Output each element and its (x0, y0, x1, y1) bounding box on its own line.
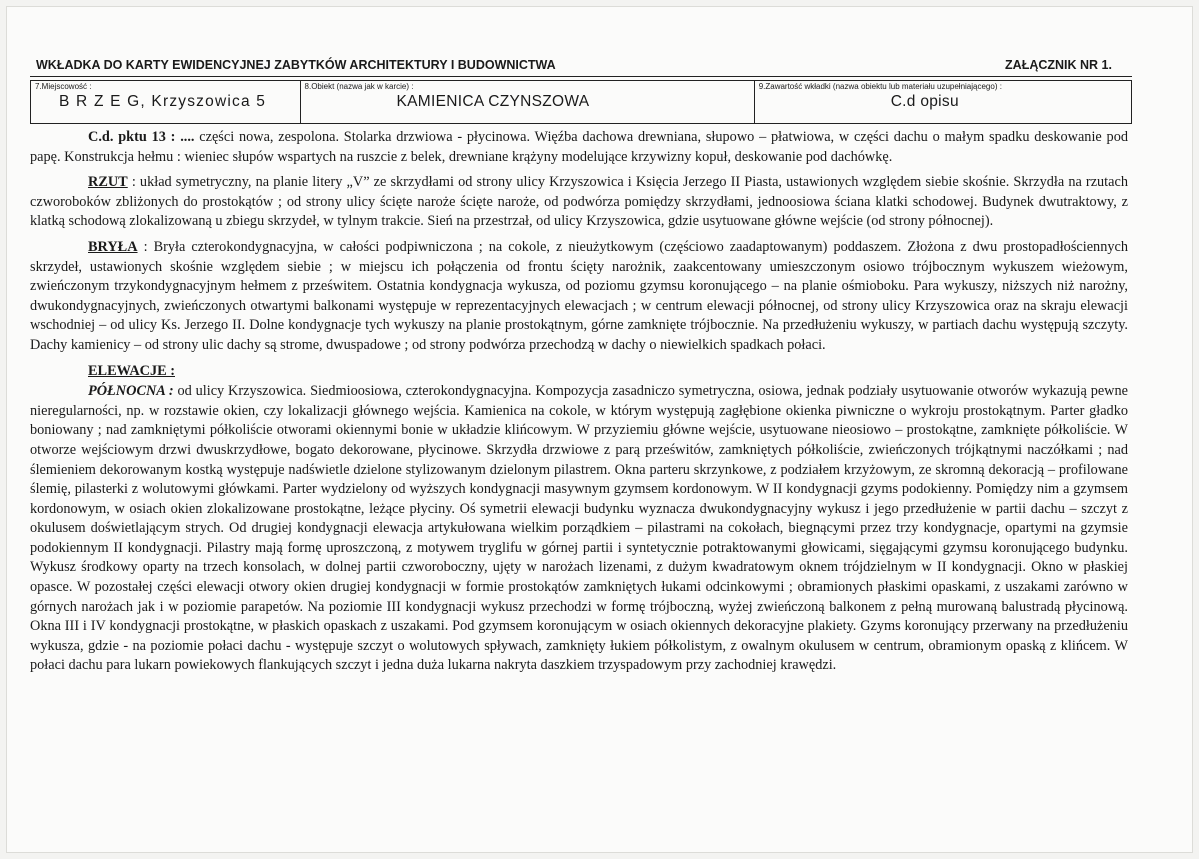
paragraph-continuation (30, 128, 1128, 167)
header-divider (30, 76, 1132, 77)
polnocna-text: od ulicy Krzyszowica. Siedmioosiowa, czterokondygnacyjna. Kompozycja zasadniczo symetryczna, osiowa, jednak podziały usytuowanie otworów wykazują pewne nieregularności, np. w rozstawie okien, czy lokalizacji głównego wejścia. Kamienica na cokole, w którym występują zagłębione okienka piwniczne o wykroju prostokątnym. Parter gładko boniowany ; nad zamkniętymi półkoliście otworami okiennymi bonie w układzie klińcowym. W przyziemiu główne wejście, usytuowane nieosiowo – prostokątne, zamknięte półkoliście. W otworze wejściowym drzwi dwuskrzydłowe, bogato dekorowane, płycinowe. Skrzydła drzwiowe z parą prześwitów, zamkniętych półkoliście, zwieńczonych trójkątnymi naczółkami ; nad ślemieniem dekorowanym kostką występuje nadświetle dzielone stylizowanym dzielonym pilastrem. Okna parteru skrzynkowe, z podziałem krzyżowym, ze skromną dekoracją – profilowane ślemię, pilasterki z wolutowymi główkami. Parter wydzielony od wyższych kondygnacji masywnym gzymsem kordonowym. W II kondygnacji gzyms podokienny. Pomiędzy nim a gzymsem kordonowym, w osiach okien zlokalizowane prostokątne, leżące płyciny. Oś symetrii elewacji budynku wyznacza dwukondygnacyjny wykusz i jego przedłużenie w partii dachu – szczyt z okulusem doświetlającym strych. Od drugiej kondygnacji elewacja artykułowana wielkim porządkiem – pilastrami na cokołach, biegnącymi przez trzy kondygnacje, opartymi na gzymsie podokiennym II kondygnacji. Pilastry mają formę uproszczoną, z motywem tryglifu w górnej partii i syntetycznie potraktowanymi głowicami, sięgającymi gzymsu koronującego budynku. Wykusz środkowy oparty na trzech konsolach, w dolnej partii czworoboczny, ujęty w narożach lizenami, z dużym kwadratowym oknem trójdzielnym w II kondygnacji. Okno w płaskiej opasce. W pozostałej części elewacji otwory okien drugiej kondygnacji w formie prostokątów zamkniętych łukami odcinkowymi ; obramionych płaskimi opaskami, z uszakami zarówno w górnych narożach jak i w poziomie parapetów. Na poziomie III kondygnacji wykusz przechodzi w formę trójboczną, wyżej zwieńczoną balkonem z pełną murowaną balustradą płycinową. Okna III i IV kondygnacji prostokątne, w płaskich opaskach z uszakami. Pod gzymsem koronującym w osiach okiennych dekoracyjne plakiety. Gzyms koronujący przerwany na przedłużeniu wykusza, gdzie - na poziomie połaci dachu - występuje szczyt o wolutowych spływach, zamknięty łukiem półkolistym, z owalnym okulusem w centrum, obramionym opaską z klińcem. W połaci dachu para lukarn powiekowych flankujących szczyt i jedna duża lukarna nakryta daszkiem trzyspadowym przy zachodniej krawędzi. (30, 383, 1129, 674)
locality-value: B R Z E G, Krzyszowica 5 (59, 93, 267, 110)
bryla-text: : Bryła czterokondygnacyjna, w całości podpiwniczona ; na cokole, z nieużytkowym (częściowo zaadaptowanym) poddaszem. Złożona z dwu prostopadłościennych skrzydeł, ustawionych skośnie względem siebie ; w miejscu ich połączenia od frontu ścięty narożnik, zaakcentowany umieszczonym osiowo trójbocznym wykuszem wieżowym, zwieńczonym trzykondygnacyjnym hełmem z prześwitem. Ostatnia kondygnacja wykusza, od poziomu gzymsu koronującego – na planie ośmioboku. Para wykuszy, niższych niż narożny, dwukondygnacyjnych, zwieńczonych otwartymi balkonami występuje w reprezentacyjnych elewacjach ; w centrum elewacji północnej, od strony ulicy Krzyszowica oraz na skraju elewacji wschodniej – od ulicy Ks. Jerzego II. Dolne kondygnacje tych wykuszy na planie prostokątnym, górne zamknięte trójbocznie. Na przedłużeniu wykuszy, w partiach dachu występują szczyty. Dachy kamienicy – od strony ulic dachy są strome, dwuspadowe ; od strony podwórza przechodzą w dachy o niewielkich spadkach połaci. (30, 238, 1128, 353)
continuation-text: części nowa, zespolona. Stolarka drzwiowa - płycinowa. Więźba dachowa drewniana, słupowo – płatwiowa, w części dachu o małym spadku deskowanie pod papę. Konstrukcja hełmu : wieniec słupów wspartych na ruszcie z belek, drewniane krążyny modelujące krzywizny kopuł, deskowanie pod dachówkę. (30, 129, 1128, 165)
form-fields-row (30, 80, 1132, 124)
contents-value: C.d opisu (890, 93, 959, 110)
contents-label: 9.Zawartość wkładki (nazwa obiektu lub materiału uzupełniającego) : (758, 82, 1002, 91)
elewacje-heading: ELEWACJE : (88, 362, 175, 379)
paragraph-bryla (30, 238, 1128, 356)
rzut-label: RZUT (88, 174, 128, 191)
object-value: KAMIENICA CZYNSZOWA (396, 93, 590, 110)
rzut-text: : układ symetryczny, na planie litery „V” ze skrzydłami od strony ulicy Krzyszowica i Księcia Jerzego II Piasta, ustawionych względem siebie skośnie. Skrzydła na rzutach czworoboków zbliżonych do prostokątów ; od strony ulicy ścięte naroże ścięte naroże, od podwórza pomiędzy skrzydłami, jednoosiowa ściana klatki schodowej. Budynek dwutraktowy, z klatką schodową zlokalizowaną u zbiegu skrzydeł, w tylnym trakcie. Sień na przestrzał, od ulicy Krzyszowica, gdzie usytuowane główne wejście (od strony północnej). (30, 174, 1128, 230)
elewacje-heading-row (30, 362, 1128, 382)
document-body (30, 128, 1128, 682)
contents-field (755, 81, 1131, 123)
continuation-label: C.d. pktu 13 : .... (88, 129, 195, 145)
object-field (301, 81, 755, 123)
locality-label: 7.Miejscowość : (35, 82, 92, 91)
paragraph-rzut (30, 173, 1128, 232)
annex-number: ZAŁĄCZNIK NR 1. (1005, 58, 1112, 72)
document-title: WKŁADKA DO KARTY EWIDENCYJNEJ ZABYTKÓW ARCHITEKTURY I BUDOWNICTWA (36, 58, 556, 72)
paragraph-polnocna (30, 382, 1128, 676)
object-label: 8.Obiekt (nazwa jak w karcie) : (304, 82, 414, 91)
locality-field (31, 81, 301, 123)
bryla-label: BRYŁA (88, 238, 138, 255)
document-header (36, 58, 1126, 72)
polnocna-label: PÓŁNOCNA : (88, 383, 174, 400)
